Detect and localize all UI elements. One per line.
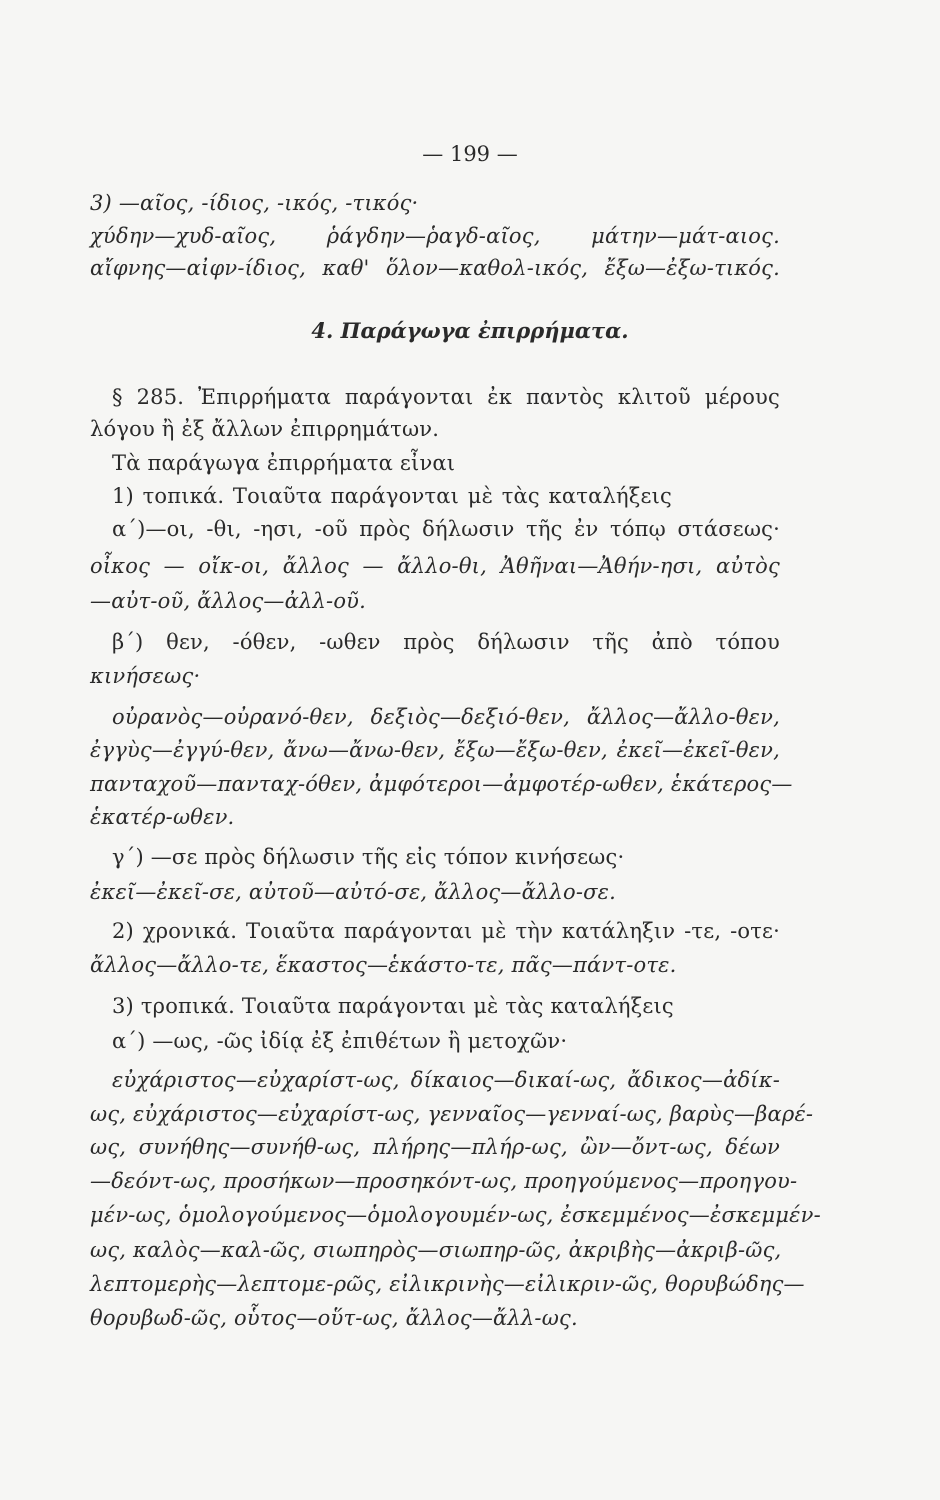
example-line: λεπτομερὴς—λεπτομε-ρῶς, εἰλικρινὴς—εἰλικριν-ῶς, θορυβώδης— bbox=[90, 1272, 805, 1296]
example-line: εὐχάριστος—εὐχαρίστ-ως, δίκαιος—δικαί-ως, ἄδικος—ἀδίκ- bbox=[112, 1068, 780, 1092]
example-line: οἶκος — οἴκ-οι, ἄλλος — ἄλλο-θι, Ἀθῆναι—Ἀθήν-ησι, αὐτὸς bbox=[90, 554, 780, 578]
paragraph-line: § 285. Ἐπιρρήματα παράγονται ἐκ παντὸς κλιτοῦ μέρους bbox=[112, 385, 780, 409]
paragraph-line: β΄) θεν, -όθεν, -ωθεν πρὸς δήλωσιν τῆς ἀπὸ τόπου bbox=[112, 630, 780, 654]
example-line: ἐκεῖ—ἐκεῖ-σε, αὐτοῦ—αὐτό-σε, ἄλλος—ἄλλο-σε. bbox=[90, 880, 616, 904]
example-line: ως, εὐχάριστος—εὐχαρίστ-ως, γενναῖος—γενναί-ως, βαρὺς—βαρέ- bbox=[90, 1102, 814, 1126]
paragraph-line: Τὰ παράγωγα ἐπιρρήματα εἶναι bbox=[112, 451, 456, 475]
page-number: — 199 — bbox=[422, 142, 518, 166]
text-line: αἴφνης—αἰφν-ίδιος, καθ' ὅλον—καθολ-ικός, ἔξω—ἐξω-τικός. bbox=[90, 256, 780, 280]
example-line: —δεόντ-ως, προσήκων—προσηκόντ-ως, προηγούμενος—προηγου- bbox=[90, 1169, 798, 1193]
section-heading: 4. Παράγωγα ἐπιρρήματα. bbox=[311, 318, 629, 343]
example-line: ἐγγὺς—ἐγγύ-θεν, ἄνω—ἄνω-θεν, ἔξω—ἔξω-θεν, ἐκεῖ—ἐκεῖ-θεν, bbox=[90, 738, 780, 762]
example-line: πανταχοῦ—πανταχ-όθεν, ἀμφότεροι—ἀμφοτέρ-ωθεν, ἑκάτερος— bbox=[90, 772, 793, 796]
example-line: ἄλλος—ἄλλο-τε, ἕκαστος—ἑκάστο-τε, πᾶς—πάντ-οτε. bbox=[90, 953, 677, 977]
paragraph-line: α΄)—οι, -θι, -ησι, -οῦ πρὸς δήλωσιν τῆς ἐν τόπῳ στάσεως· bbox=[112, 517, 780, 541]
example-line: ως, συνήθης—συνήθ-ως, πλήρης—πλήρ-ως, ὢν—ὄντ-ως, δέων bbox=[90, 1135, 780, 1159]
example-line: ἑκατέρ-ωθεν. bbox=[90, 805, 235, 829]
example-line: ως, καλὸς—καλ-ῶς, σιωπηρὸς—σιωπηρ-ῶς, ἀκριβὴς—ἀκριβ-ῶς, bbox=[90, 1238, 782, 1262]
paragraph-line: 1) τοπικά. Τοιαῦτα παράγονται μὲ τὰς καταλήξεις bbox=[112, 484, 672, 508]
example-line: μέν-ως, ὁμολογούμενος—ὁμολογουμέν-ως, ἐσκεμμένος—ἐσκεμμέν- bbox=[90, 1203, 821, 1227]
example-line: —αὐτ-οῦ, ἄλλος—ἀλλ-οῦ. bbox=[90, 589, 367, 613]
paragraph-line: 2) χρονικά. Τοιαῦτα παράγονται μὲ τὴν κατάληξιν -τε, -οτε· bbox=[112, 919, 780, 943]
example-line: οὐρανὸς—οὐρανό-θεν, δεξιὸς—δεξιό-θεν, ἄλλος—ἄλλο-θεν, bbox=[112, 705, 780, 729]
paragraph-line: κινήσεως· bbox=[90, 664, 201, 688]
paragraph-line: γ΄) —σε πρὸς δήλωσιν τῆς εἰς τόπον κινήσεως· bbox=[112, 845, 625, 869]
paragraph-line: 3) τροπικά. Τοιαῦτα παράγονται μὲ τὰς καταλήξεις bbox=[112, 994, 674, 1018]
text-line: χύδην—χυδ-αῖος, ῥάγδην—ῥαγδ-αῖος, μάτην—μάτ-αιος. bbox=[90, 224, 780, 248]
paragraph-line: λόγου ἢ ἐξ ἄλλων ἐπιρρημάτων. bbox=[90, 417, 440, 441]
text-line: 3) —αῖος, -ίδιος, -ικός, -τικός· bbox=[90, 191, 419, 215]
paragraph-line: α΄) —ως, -ῶς ἰδίᾳ ἐξ ἐπιθέτων ἢ μετοχῶν· bbox=[112, 1029, 568, 1053]
example-line: θορυβωδ-ῶς, οὗτος—οὕτ-ως, ἄλλος—ἄλλ-ως. bbox=[90, 1306, 578, 1330]
